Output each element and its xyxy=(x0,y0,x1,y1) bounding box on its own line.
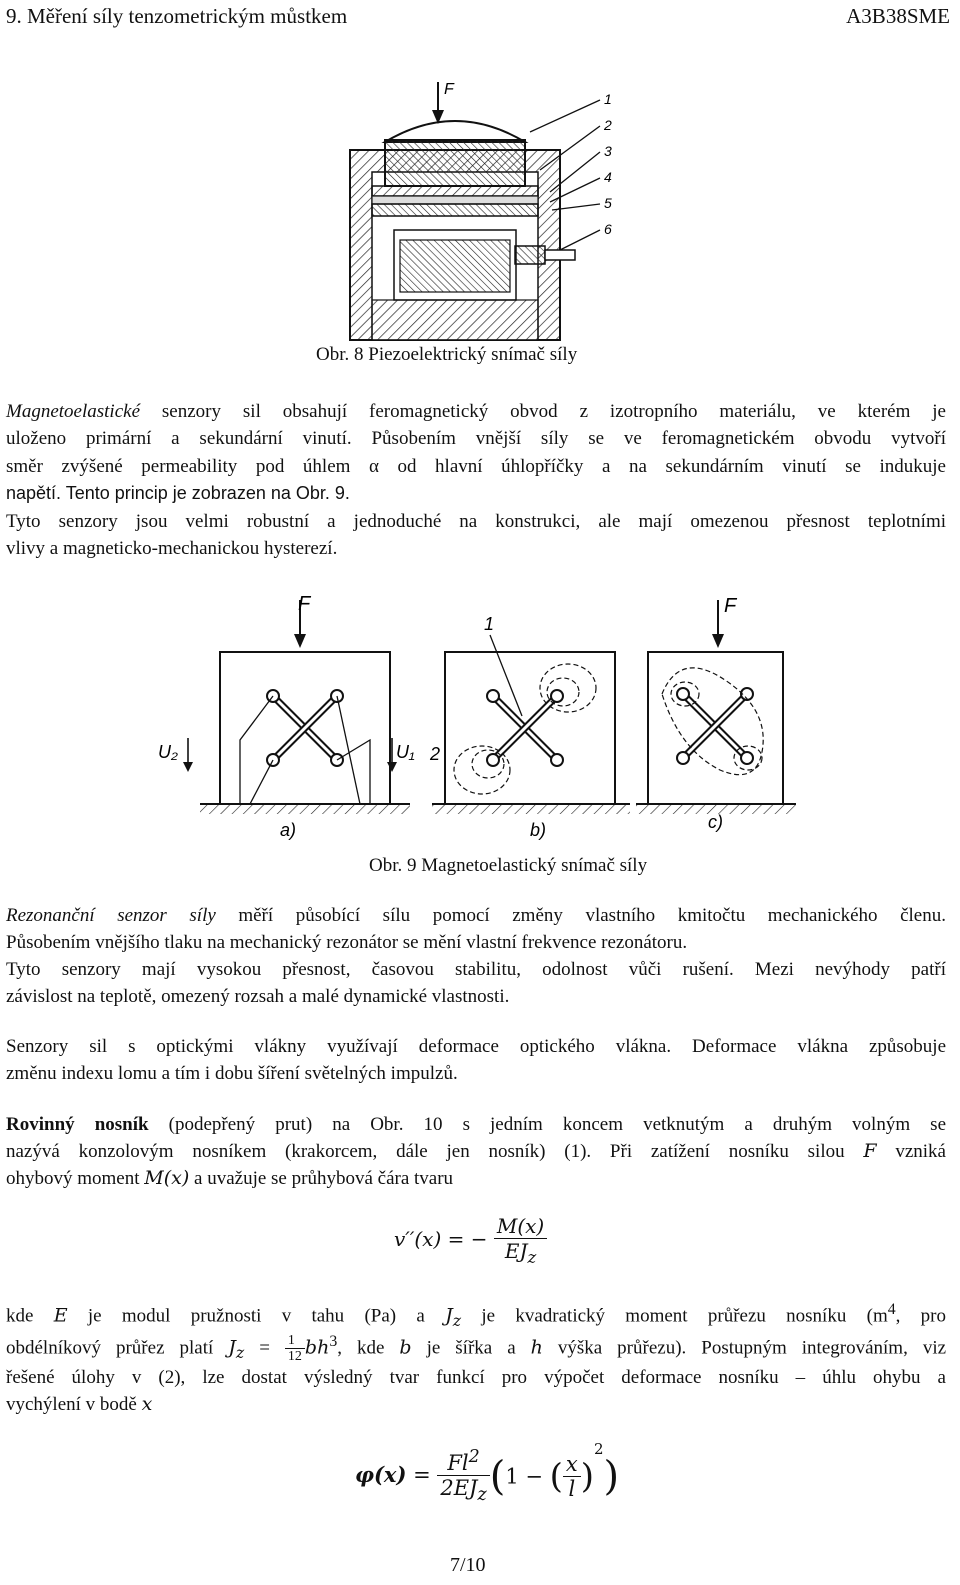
subfigure-c-label: c) xyxy=(708,812,723,832)
text: je kvadratický moment průřezu nosníku (m xyxy=(461,1305,888,1327)
paren-open: ( xyxy=(489,1453,506,1500)
text: je šířka a xyxy=(411,1337,531,1359)
voltage-u1: U₁ xyxy=(396,742,415,762)
eq2-lhs: φ(x) xyxy=(355,1462,407,1487)
text: kde xyxy=(6,1305,54,1327)
force-label: F xyxy=(444,81,454,98)
fraction-one-twelfth xyxy=(285,1333,305,1364)
paragraph-magnetoelastic-line6: vlivy a magneticko-mechanickou hysterezí. xyxy=(6,538,338,559)
text: a uvažuje se průhybová čára tvaru xyxy=(189,1168,454,1189)
term-planar-beam: Rovinný nosník xyxy=(6,1114,149,1135)
symbol-J: J xyxy=(228,1336,236,1359)
eq1-numerator: M(x) xyxy=(494,1214,547,1239)
text: ohybový moment xyxy=(6,1168,145,1189)
subscript: z xyxy=(527,1248,537,1267)
callout-3: 3 xyxy=(604,143,612,159)
paren-inner-open: ( xyxy=(549,1456,563,1497)
text: 2EJ xyxy=(440,1476,478,1501)
figure-magnetoelastic-sensor xyxy=(150,590,800,852)
superscript: 2 xyxy=(468,1447,480,1468)
label-2: 2 xyxy=(430,744,441,764)
eq2-inner-fraction xyxy=(563,1452,581,1501)
equation-deflection-line xyxy=(394,1214,547,1267)
paragraph-beam-line3 xyxy=(6,1165,946,1193)
paragraph-modulus-line4 xyxy=(6,1391,946,1419)
paragraph-magnetoelastic-line3: směr zvýšené permeability pod úhlem α od hlavní úhlopříčky a na sekundárním vinutí se indukuje xyxy=(6,456,946,477)
denominator: l xyxy=(568,1477,576,1501)
subscript: z xyxy=(452,1311,462,1331)
callout-5: 5 xyxy=(604,195,612,211)
paragraph-optical-line2: změnu indexu lomu a tím i dobu šíření světelných impulzů. xyxy=(6,1063,458,1084)
eq2-equals: = xyxy=(406,1463,438,1487)
eq1-lhs: v′′(x) = − xyxy=(394,1227,488,1251)
voltage-u2: U₂ xyxy=(158,742,178,762)
text: (podepřený prut) na Obr. 10 s jedním koncem vetknutým a druhým volným se xyxy=(148,1114,947,1135)
paragraph-magnetoelastic-line1 xyxy=(6,398,946,426)
text: vychýlení v bodě xyxy=(6,1394,142,1415)
figure-9-caption: Obr. 9 Magnetoelastický snímač síly xyxy=(369,855,648,876)
figure-8-caption: Obr. 8 Piezoelektrický snímač síly xyxy=(316,344,578,365)
paragraph-magnetoelastic-line4: napětí. Tento princip je zobrazen na Obr. 9. xyxy=(6,483,350,503)
text: Fl xyxy=(447,1451,469,1476)
eq1-denominator xyxy=(494,1239,547,1267)
paragraph-beam-line1 xyxy=(6,1111,946,1139)
fig9-force-label-c: F xyxy=(724,595,737,617)
callout-6: 6 xyxy=(604,221,612,237)
text: , pro xyxy=(895,1305,946,1327)
subscript: z xyxy=(477,1485,487,1506)
header-title: 9. Měření síly tenzometrickým můstkem xyxy=(6,4,348,28)
denominator: 12 xyxy=(287,1349,302,1365)
equation-bend-angle xyxy=(355,1440,619,1506)
callout-1: 1 xyxy=(604,91,612,107)
page-number: 7/10 xyxy=(450,1554,486,1576)
paragraph-resonant-line2: Působením vnějšího tlaku na mechanický rezonátor se mění vlastní frekvence rezonátoru. xyxy=(6,932,688,953)
symbol-F: F xyxy=(863,1140,877,1162)
numerator: x xyxy=(563,1452,581,1477)
symbol-E: E xyxy=(53,1304,68,1327)
eq2-fraction xyxy=(437,1447,489,1505)
symbol-x: x xyxy=(141,1393,153,1415)
subscript: z xyxy=(235,1343,245,1363)
term-resonant-sensor: Rezonanční senzor síly xyxy=(6,905,216,926)
eq1-fraction xyxy=(494,1214,547,1267)
callout-2: 2 xyxy=(604,117,612,133)
paragraph-resonant-line3: Tyto senzory mají vysokou přesnost, časovou stabilitu, odolnost vůči rušení. Mezi nevýhody patří xyxy=(6,959,946,980)
paragraph-modulus-line2 xyxy=(6,1328,946,1367)
fig9-force-label-a: F xyxy=(298,593,311,615)
label-1: 1 xyxy=(484,614,495,634)
text: vzniká xyxy=(876,1141,946,1162)
text: je modul pružnosti v tahu (Pa) a xyxy=(67,1305,446,1327)
text: = xyxy=(244,1337,285,1359)
superscript: 2 xyxy=(594,1440,604,1458)
symbol-bh: bh xyxy=(304,1336,330,1359)
superscript: 4 xyxy=(887,1301,896,1318)
paragraph-optical-line1: Senzory sil s optickými vlákny využívají deformace optického vlákna. Deformace vlákna způsobuje xyxy=(6,1036,946,1057)
subfigure-b-label: b) xyxy=(530,820,547,840)
paragraph-beam-line2 xyxy=(6,1138,946,1166)
symbol-b: b xyxy=(399,1336,412,1359)
symbol-Mx: M(x) xyxy=(144,1167,190,1189)
header-course-code: A3B38SME xyxy=(846,4,950,28)
superscript: 3 xyxy=(329,1333,338,1350)
symbol-J: J xyxy=(445,1304,453,1327)
symbol-h: h xyxy=(530,1336,543,1359)
numerator: 1 xyxy=(285,1333,305,1349)
paragraph-resonant-line1 xyxy=(6,902,946,930)
paragraph-resonant-line4: závislost na teplotě, omezený rozsah a malé dynamické vlastnosti. xyxy=(6,986,510,1007)
text: měří působící sílu pomocí změny vlastního kmitočtu mechanického členu. xyxy=(215,905,946,926)
eq2-denominator xyxy=(437,1476,489,1505)
paren-inner-close: ) xyxy=(580,1456,594,1497)
term-magnetoelastic: Magnetoelastické xyxy=(6,401,141,422)
subfigure-a-label: a) xyxy=(280,820,297,840)
paren-close: ) xyxy=(603,1453,620,1500)
text: EJ xyxy=(504,1239,528,1263)
text: , kde xyxy=(337,1337,400,1359)
paragraph-magnetoelastic-line2: uloženo primární a sekundární vinutí. Působením vnější síly se ve feromagnetickém obvodu vytvoří xyxy=(6,428,946,449)
text: výška průřezu). Postupným integrováním, viz xyxy=(542,1337,947,1359)
callout-4: 4 xyxy=(604,169,612,185)
eq2-numerator xyxy=(437,1447,489,1476)
text: nazývá konzolovým nosníkem (krakorcem, dále jen nosník) (1). Při zatížení nosníku silou xyxy=(6,1141,845,1162)
paragraph-modulus-line3: řešené úlohy v (2), lze dostat výsledný tvar funkcí pro výpočet deformace nosníku – úhlu ohybu a xyxy=(6,1367,946,1388)
figure-piezoelectric-sensor xyxy=(330,80,650,342)
text: senzory sil obsahují feromagnetický obvod z izotropního materiálu, ve kterém je xyxy=(140,401,946,422)
paragraph-magnetoelastic-line5: Tyto senzory jsou velmi robustní a jednoduché na konstrukci, ale mají omezenou přesnost teplotními xyxy=(6,511,946,532)
eq2-one-minus: 1 − xyxy=(505,1464,550,1489)
text: obdélníkový průřez platí xyxy=(6,1337,229,1359)
